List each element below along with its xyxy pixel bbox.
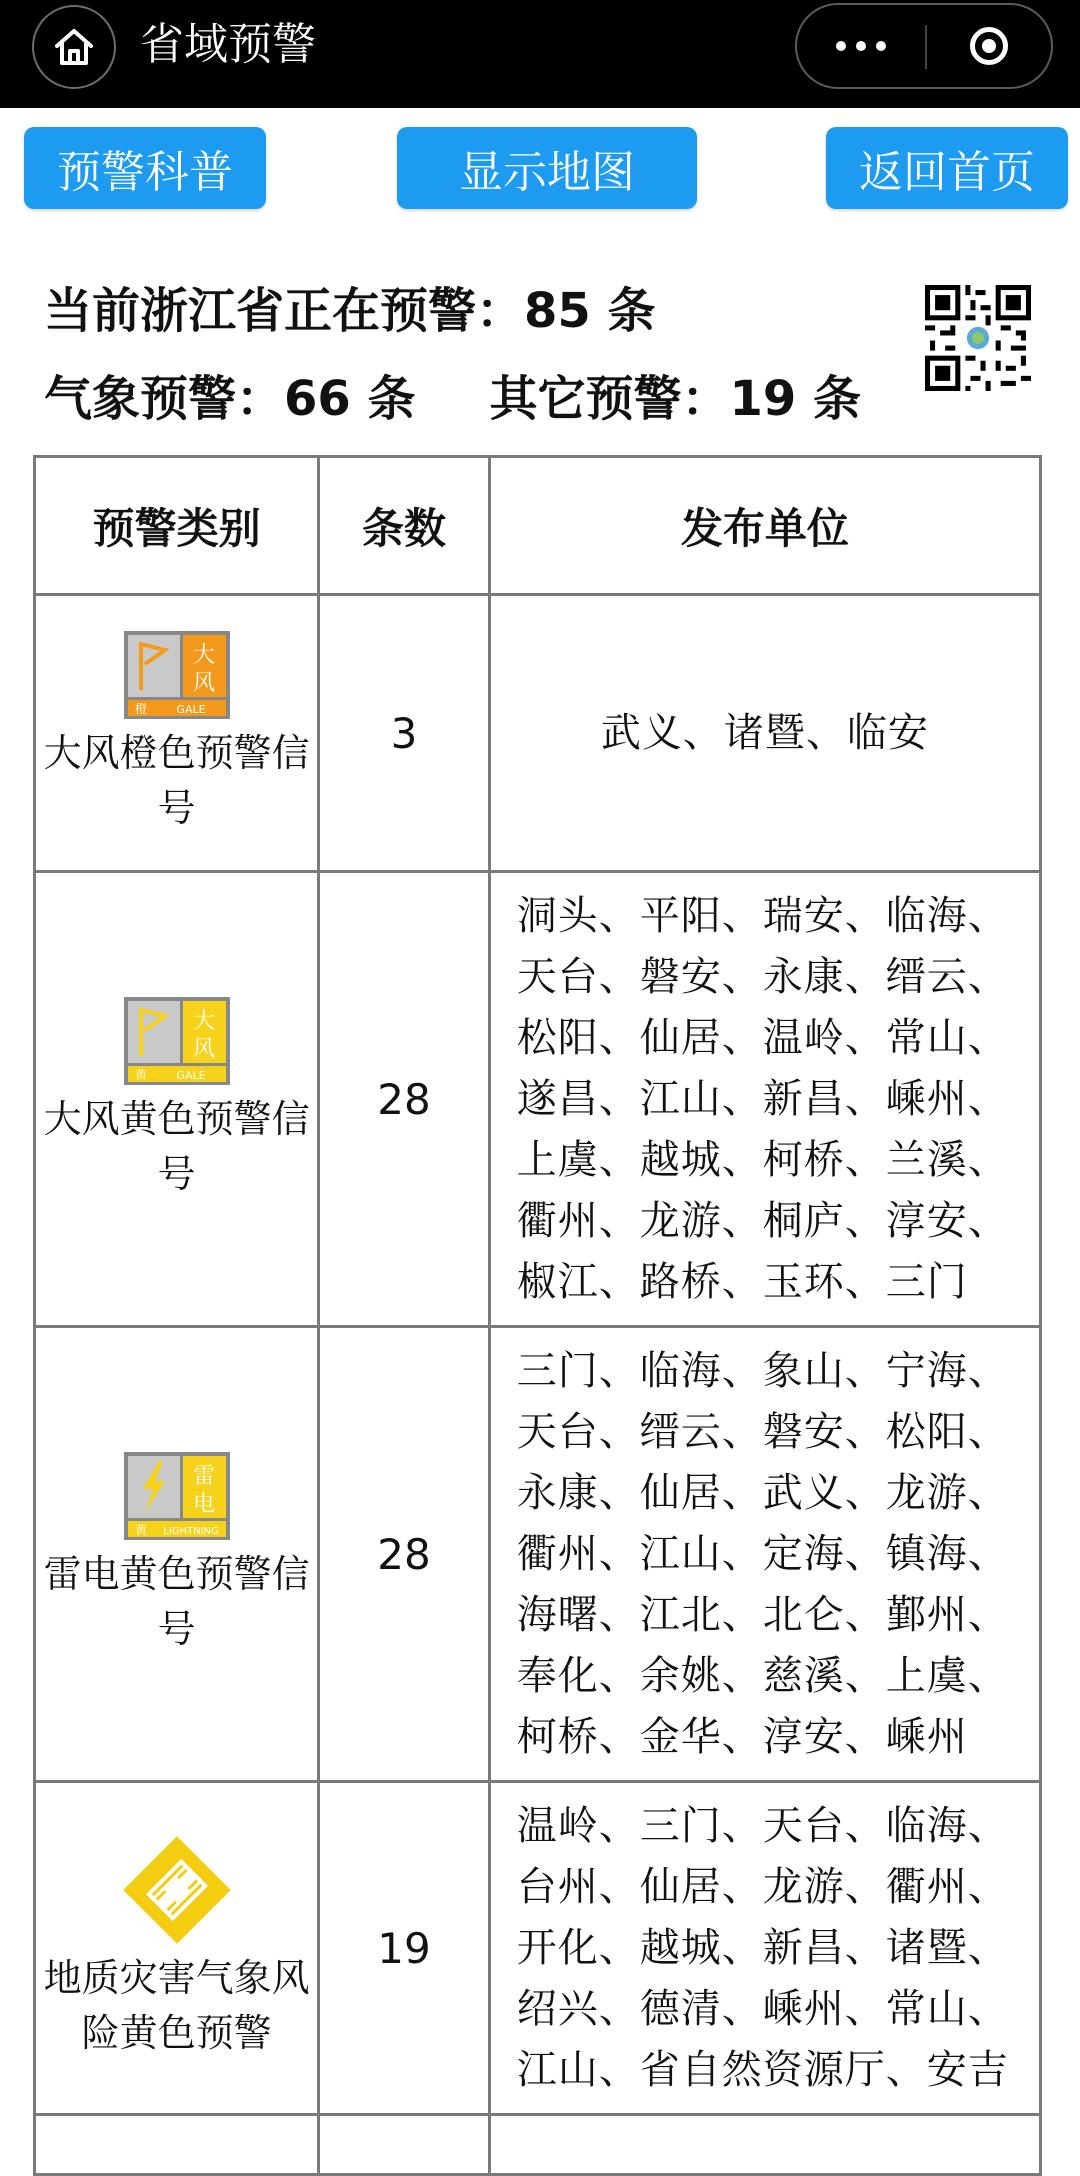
thunder-yellow-signal-icon: [123, 1451, 231, 1541]
category-cell: [35, 595, 319, 872]
units-cell: 三门、临海、象山、宁海、天台、缙云、磐安、松阳、永康、仙居、武义、龙游、衢州、江山、定海、镇海、海曙、江北、北仑、鄞州、奉化、余姚、慈溪、上虞、柯桥、金华、淳安、嵊州: [489, 1327, 1040, 1782]
table-row: [35, 595, 1041, 872]
svg-text:雷: 雷: [192, 1464, 215, 1489]
header-category: 预警类别: [35, 457, 319, 595]
category-label: 雷电黄色预警信号: [43, 1552, 310, 1651]
table-header-row: [35, 457, 1041, 595]
close-icon[interactable]: [927, 5, 1051, 87]
show-map-button[interactable]: 显示地图: [397, 127, 697, 209]
count-cell: 28: [319, 1327, 490, 1782]
category-label: 大风黄色预警信号: [43, 1097, 310, 1196]
home-icon[interactable]: [32, 5, 116, 89]
svg-text:橙: 橙: [134, 702, 147, 716]
count-cell: 3: [319, 595, 490, 872]
gale-yellow-signal-icon: [123, 996, 231, 1086]
category-cell: [35, 1327, 319, 1782]
gale-orange-signal-icon: [123, 630, 231, 720]
back-home-button[interactable]: 返回首页: [826, 127, 1068, 209]
units-cell: 武义、诸暨、临安: [489, 595, 1040, 872]
more-icon[interactable]: [797, 5, 925, 87]
meteo-warning-count: 气象预警：66 条: [44, 371, 416, 427]
count-cell: 19: [319, 1782, 490, 2115]
header-units: 发布单位: [489, 457, 1040, 595]
svg-text:GALE: GALE: [176, 1069, 206, 1082]
other-warning-count: 其它预警：19 条: [489, 371, 862, 427]
warning-science-button[interactable]: 预警科普: [24, 127, 266, 209]
qr-code-icon: [925, 285, 1031, 391]
units-cell: 洞头、平阳、瑞安、临海、天台、磐安、永康、缙云、松阳、仙居、温岭、常山、遂昌、江山、新昌、嵊州、上虞、越城、柯桥、兰溪、衢州、龙游、桐庐、淳安、椒江、路桥、玉环、三门: [489, 872, 1040, 1327]
svg-text:LIGHTNING: LIGHTNING: [162, 1526, 219, 1537]
title-bar: [0, 0, 1080, 108]
svg-text:黄: 黄: [134, 1523, 147, 1537]
total-warning-count: 当前浙江省正在预警：85 条: [44, 283, 656, 339]
category-cell: [35, 1782, 319, 2115]
table-row: [35, 872, 1041, 1327]
geological-hazard-icon: [122, 1835, 232, 1945]
miniprogram-capsule: [795, 3, 1053, 89]
warning-breakdown: [44, 360, 861, 429]
svg-text:大: 大: [192, 1009, 215, 1034]
svg-text:大: 大: [192, 643, 215, 668]
category-label: 大风橙色预警信号: [43, 731, 310, 830]
count-cell: 28: [319, 872, 490, 1327]
category-cell: [35, 872, 319, 1327]
warning-table: [33, 455, 1042, 2176]
svg-text:风: 风: [192, 671, 215, 696]
table-row: [35, 1782, 1041, 2115]
svg-text:电: 电: [192, 1492, 215, 1517]
table-row: [35, 1327, 1041, 1782]
page-title: 省域预警: [140, 19, 316, 70]
svg-text:黄: 黄: [134, 1068, 147, 1082]
svg-text:风: 风: [192, 1037, 215, 1062]
svg-text:GALE: GALE: [176, 703, 206, 716]
category-label: 地质灾害气象风险黄色预警: [43, 1956, 310, 2055]
header-count: 条数: [319, 457, 490, 595]
units-cell: 温岭、三门、天台、临海、台州、仙居、龙游、衢州、开化、越城、新昌、诸暨、绍兴、德清、嵊州、常山、江山、省自然资源厅、安吉: [489, 1782, 1040, 2115]
